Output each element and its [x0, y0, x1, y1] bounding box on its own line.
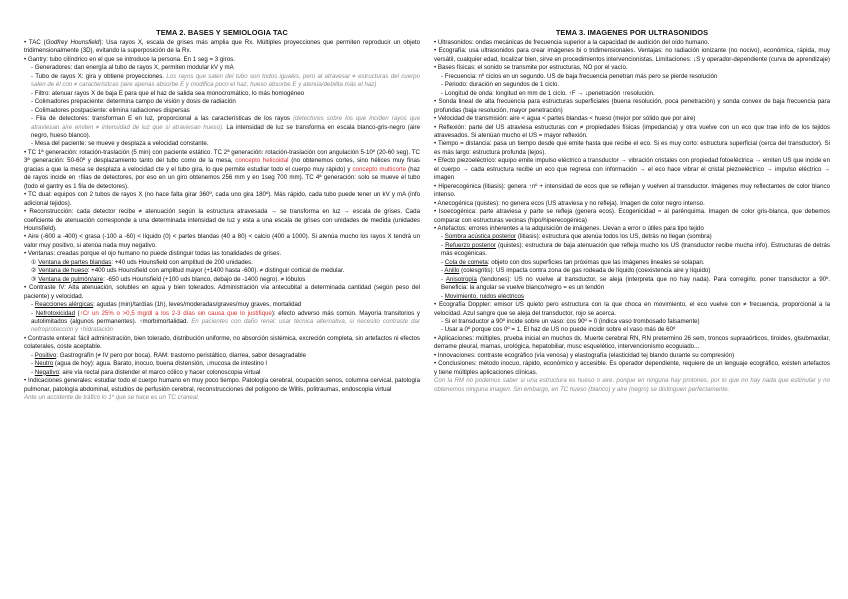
text-run: concepto multicorte — [352, 165, 407, 173]
left-paragraph — [24, 149, 420, 191]
text-run: Sombra acústica posterior — [444, 233, 517, 241]
text-run: • TC 1ª generación: rotación-traslación (5 min) con paciente estático. TC 2ª generación: rotación-traslación con angulación 5-10º (20-60 seg). TC 3ª generación: 50-60º y desplazamiento tanto del tubo como de la mesa, — [24, 148, 420, 165]
text-run: Ventana de partes blandas — [38, 258, 112, 266]
text-run: Anillo — [444, 267, 460, 275]
right-paragraph — [434, 208, 830, 225]
left-paragraph — [24, 250, 420, 258]
right-column-body — [434, 39, 830, 394]
left-paragraph — [24, 377, 420, 394]
right-paragraph — [434, 301, 830, 318]
left-paragraph — [24, 369, 420, 377]
text-run: concepto helicoidal — [235, 157, 289, 165]
text-run: : objeto con dos superficies tan próximas que las imágenes lineales se solapan. — [487, 258, 705, 266]
text-run: • Efecto piezoeléctrico: equipo emite impulso eléctrico a transductor → vibración cristales con propiedad fotoeléctrica → emiten US que incide en el cuerpo → cada estructura recibe un eco que regresa con información → el eco hace vibrar el cristal piezoeléctrico → impulso eléctrico → imagen — [434, 157, 830, 182]
right-paragraph — [434, 90, 830, 98]
right-paragraph — [434, 157, 830, 182]
text-run: Ante un accidente de tráfico lo 1º que se hace es un TC craneal. — [24, 394, 200, 402]
text-run: : Gastrografín (≠ IV pero por boca). RAM: trastorno peristáltico, diarrea, sabor desagradable — [56, 351, 307, 359]
right-paragraph — [434, 293, 830, 301]
text-run: ): Usa rayos X, escala de grises más amplia que Rx. Múltiples proyecciones que permiten reproducir un objeto tridimensionalmente (3D), evitando la superposición de la Rx. — [24, 39, 420, 55]
text-run: ① — [31, 258, 39, 266]
text-run: (no obtenemos cortes, sino hélices muy finas gracias a que la mesa se desplaza a velocidad cte y el tubo gira, lo que permite estudiar todo el cuerpo muy rápido) y — [24, 157, 420, 173]
text-run: • TAC ( — [24, 39, 46, 46]
text-run: ( — [75, 309, 80, 317]
text-run: (colesgritis): US impacta contra zona de gas rodeada de líquido (coexistencia aire y líquido) — [459, 267, 711, 275]
left-paragraph — [24, 259, 420, 267]
text-run: - — [441, 275, 446, 283]
text-run: Los rayos que salen del tubo son todos iguales, pero al atravesar ≠ estructuras del cuerpo salen de él con ≠ características (aire apenas absorbe E y modifica poco el haz, hueso absorbe E y atenúa/debilita más el haz) — [31, 72, 420, 89]
two-column-layout — [24, 28, 830, 588]
text-run: - — [31, 351, 35, 359]
right-paragraph — [434, 377, 830, 394]
left-paragraph — [24, 39, 420, 56]
text-run: (tendones): US no vuelve al transductor, se aleja (interpreta que no hay nada). Para corregirlo, poner transductor a 90º. Beneficia: la angular se vuelve blanco/negro = es un tendón — [441, 275, 830, 292]
left-column — [24, 28, 420, 588]
text-run: (agua de hoy): agua. Barato, inocuo, buena distensión, ↓mucosa de intestino l — [53, 360, 267, 368]
right-paragraph — [434, 225, 830, 233]
text-run: - — [31, 368, 35, 376]
text-run: - Generadores: dan energía al tubo de rayos X, permiten modular kV y mA — [31, 64, 234, 72]
text-run: • Aire (-600 a -400) < grasa (-100 a -60) < líquido (0) < partes blandas (40 a 80) < calcio (400 a 1000). Si atenúa mucho los rayos X tendrá un valor muy positivo, si atenúa nada muy negativo. — [24, 233, 420, 249]
text-run: • Reflexión: parte del US atraviesa estructuras con ≠ propiedades físicas (impedancia) y otra vuelve con un eco que trae info de los tejidos atravesados. Si atenúan mucho el US = mayor reflexión. — [434, 123, 830, 139]
left-paragraph — [24, 233, 420, 250]
left-paragraph — [24, 352, 420, 360]
text-run: : -650 uds Hounsfield (+100 uds blanco, debajo de -1400 negro). ≠ lóbulos — [103, 275, 306, 283]
text-run: - Frecuencia: nº ciclos en un segundo. US de baja frecuencia penetran más pero se pierde resolución — [441, 72, 718, 80]
text-run: - Longitud de onda: longitud en mm de 1 ciclo. ↑F → ↓penetración ↑resolución. — [441, 89, 655, 97]
right-paragraph — [434, 81, 830, 89]
text-run: • Reconstrucción: cada detector recibe ≠ atenuación según la estructura atravesada → se transforma en luz → escala de grises. Cada coeficiente de atenuación corresponde a una determinada intensidad de luz y esta a una escala de grises con unidades de medida (unidades Hounsfield). — [24, 208, 420, 232]
left-paragraph — [24, 360, 420, 368]
text-run: • Bases físicas: el sonido se transmite por estructuras, NO por el vacío. — [434, 64, 628, 72]
right-paragraph — [434, 140, 830, 157]
text-run: • Anecogénica (quistes): no genera ecos (US atraviesa y no refleja). Imagen de color negro intenso. — [434, 199, 705, 207]
text-run: Movimiento, ruidos eléctricos — [444, 292, 524, 300]
text-run: La intensidad de luz se transforma en escala blanco-gris-negro (aire negro, hueso blanco). — [31, 123, 420, 139]
text-run: Anisotropía — [445, 275, 477, 283]
text-run: - Usar a 0º porque cos 0º = 1. El haz de US no puede incidir sobre el vaso más de 60º — [441, 326, 676, 334]
right-paragraph — [434, 47, 830, 64]
right-paragraph — [434, 73, 830, 81]
text-run: Con la RM no podemos saber si una estructura es hueso o aire, porque en ninguna hay protones, por lo que no hay nada que estimular y no obtenemos ninguna imagen. Sin embargo, en TC hueso (blanco) y aire (negro) se distinguen perfectamente. — [434, 377, 830, 393]
right-paragraph — [434, 200, 830, 208]
right-paragraph — [434, 64, 830, 72]
text-run: • TC dual: equipos con 2 tubos de rayos X (no hace falta girar 360º, cada uno gira 180º). Más rápido, cada tubo puede tener un kV y mA (info adicional tejidos). — [24, 191, 420, 207]
text-run: - Fila de detectores: transforman E en luz, proporcional a las características de los rayos — [31, 115, 293, 123]
text-run: • Ecografía Doppler: emisor US quieto pero estructura con la que choca en movimiento, el eco vuelve con ≠ frecuencia, proporcional a la velocidad. Azul sangre que se aleja del transductor, rojo se acerca. — [434, 301, 830, 317]
text-run: • Gantry: tubo cilíndrico en el que se introduce la persona. En 1 seg = 3 giros. — [24, 55, 235, 63]
text-run: ② — [31, 267, 39, 275]
text-run: : aire vía rectal para distender el marco cólico y hacer colonoscopia virtual — [59, 368, 261, 376]
text-run: (haz de rayos incide en ↑filas de detectores, por eso en un giro obtenemos 256 mm y en 1seg 700 mm). TC 4ª generación: solo se mueve el tubo (todo el gantry es 1 fila de detectores). — [24, 165, 420, 190]
text-run: • Innovaciones: contraste ecográfico (vía venosa) y elastografía (elasticidad tej blando durante su compresión) — [434, 351, 735, 359]
left-paragraph — [24, 276, 420, 284]
text-run: • Ventanas: creadas porque el ojo humano no puede distinguir todas las tonalidades de grises. — [24, 250, 282, 258]
text-run: • Sonda lineal de alta frecuencia para estructuras superficiales (buena resolución, poca penetración) y sonda convex de baja frecuencia para profundas (baja resolución, mayor penetración) — [434, 98, 830, 114]
left-paragraph — [24, 394, 420, 402]
text-run: • Isoecogénica: parte atraviesa y parte se refleja (genera ecos). Ecogenicidad ≈ al parénquima. Imagen de color gris-blanca, que debemos comparar con estructuras vecinas (hipo/hiperecogénica) — [434, 208, 830, 224]
text-run: En pacientes con daño renal: usar técnica alternativa, si necesito contraste dar nefroprotección y ↑hidratación — [31, 317, 420, 334]
right-paragraph — [434, 242, 830, 259]
text-run: • Indicaciones generales: estudiar todo el cuerpo humano en muy poco tiempo. Patología cerebral, ocupación senos, columna cervical, patología pulmonar, patología abdominal, estudios de perfusión cerebral, reconstrucciones del polígono de Willis, politraumas, endoscopia virtual — [24, 377, 420, 393]
text-run: - — [31, 301, 35, 309]
text-run: Negativo — [34, 368, 60, 376]
text-run: Ventana de hueso — [38, 267, 88, 275]
text-run: - — [441, 292, 445, 300]
left-paragraph — [24, 73, 420, 90]
right-paragraph — [434, 326, 830, 334]
text-run: ): efecto adverso más común. Mayoría transitorios y autolimitados (algunos permanentes). ↑morbimortalidad. — [31, 309, 420, 325]
left-paragraph — [24, 64, 420, 72]
text-run: - Mesa del paciente: se mueve y desplaza a velocidad constante. — [31, 140, 209, 148]
right-paragraph — [434, 335, 830, 352]
text-run: (quistes): estructura de baja atenuación que refleja mucho los US (transductor recibe mucha info). Estructuras de detrás más ecogénicas. — [441, 241, 830, 258]
text-run: : agudas (min)/tardías (1h), leves/moderadas/graves/muy graves, mortalidad — [93, 301, 302, 309]
text-run: Godfrey Hounsfield — [45, 39, 100, 46]
text-run: Nefrotoxicidad — [35, 309, 75, 317]
text-run: • Ecografía: usa ultrasonidos para crear imágenes bi o tridimensionales. Ventajas: no radiación ionizante (no nocivo), económica, rápida, muy versátil, cualquier edad, localizar bien, sirve en procedimientos intervencionistas. Limitaciones: ↓S y operador-dependiente (curva de aprendizaje) — [434, 47, 830, 63]
left-paragraph — [24, 56, 420, 64]
text-run: • Artefactos: errores inherentes a la adquisición de imágenes. Llevan a error o útiles para tipo tejido — [434, 224, 704, 232]
text-run: ↑Cr un 25% o >0,5 mg/dl a los 2-3 días sin causa que lo justifique — [79, 309, 272, 317]
right-paragraph — [434, 360, 830, 377]
left-paragraph — [24, 310, 420, 335]
text-run: (detectores sobre los que inciden rayos que atraviesan aire emiten ≠ intensidad de luz que si atraviesan hueso). — [31, 115, 420, 131]
text-run: • Contraste enteral: fácil administración, bien tolerado, distribución uniforme, no absorción sistémica, excreción completa, sin artefactos ni efectos colaterales, coste aceptable. — [24, 334, 420, 351]
left-paragraph — [24, 284, 420, 301]
right-paragraph — [434, 318, 830, 326]
left-column-title: TEMA 2. BASES Y SEMIOLOGIA TAC — [156, 28, 288, 37]
right-paragraph — [434, 276, 830, 293]
text-run: (litiasis): estructura que atenúa todos los US, detrás no llegan (sombra) — [516, 233, 712, 241]
right-paragraph — [434, 233, 830, 241]
text-run: • Aplicaciones: múltiples, prueba inicial en muchos dx. Muerte cerebral RN, RN pretermino 26 sem, troncos supraaórticos, tiroides, glsubmaxilar, derrame pleural, mamas, urológica, hepatobiliar, musc esquelético, intervencionismo ecoguiado... — [434, 334, 830, 351]
text-run: Positivo — [34, 351, 57, 359]
right-paragraph — [434, 352, 830, 360]
text-run: : +400 uds Hounsfield con amplitud mayor (+1400 hasta -600). ≠ distinguir cortical de medular. — [87, 267, 345, 275]
right-column-title: TEMA 3. IMAGENES POR ULTRASONIDOS — [555, 28, 709, 37]
text-run: - Filtro: atenuar rayos X de baja E para que el haz de salida sea monocromático, lo más homogéneo — [31, 89, 305, 97]
right-paragraph — [434, 124, 830, 141]
text-run: Cola de cometa — [444, 258, 488, 266]
left-paragraph — [24, 107, 420, 115]
right-paragraph — [434, 259, 830, 267]
text-run: : +40 uds Hounsfield con amplitud de 200 unidades. — [111, 258, 253, 266]
text-run: - Tubo de rayos X: gira y obtiene proyecciones. — [31, 72, 167, 80]
text-run: • Ultrasonidos: ondas mecánicas de frecuencia superior a la capacidad de audición del oído humano. — [434, 39, 710, 46]
text-run: ③ — [31, 275, 39, 283]
left-column-body — [24, 39, 420, 402]
text-run: Neutro — [34, 360, 54, 368]
text-run: - — [441, 233, 445, 241]
text-run: Refuerzo posterior — [445, 241, 496, 249]
text-run: - Colimadores postpaciente: elimina radiaciones dispersas — [31, 106, 190, 114]
text-run: • Contraste IV: Alta atenuación, solubles en agua y bien tolerados. Administración vía antecubital a determinada cantidad (según peso del paciente) y velocidad. — [24, 284, 420, 300]
text-run: - — [441, 241, 446, 249]
right-paragraph — [434, 98, 830, 115]
text-run: Reacciones alérgicas — [34, 301, 94, 309]
right-paragraph — [434, 39, 830, 47]
left-paragraph — [24, 208, 420, 233]
text-run: - — [31, 309, 36, 317]
left-paragraph — [24, 98, 420, 106]
left-paragraph — [24, 191, 420, 208]
text-run: - — [31, 360, 35, 368]
text-run: • Conclusiones: método inocuo, rápido, económico y accesible. Es operador dependiente, requiere de un lenguaje ecográfico, existen artefactos y tiene múltiples aplicaciones clínicas. — [434, 360, 830, 376]
left-paragraph — [24, 90, 420, 98]
left-paragraph — [24, 301, 420, 309]
text-run: Ventana de pulmón/aire — [38, 275, 104, 283]
text-run: - Periodo: duración en segundos de 1 ciclo. — [441, 81, 560, 89]
text-run: • Velocidad de transmisión: aire < agua < partes blandas < hueso (mejor por sólido que por aire) — [434, 115, 696, 123]
text-run: - Si el transductor a 90º incide sobre un vaso: cos 90º = 0 (indica vaso trombosado falsamente) — [441, 317, 700, 325]
text-run: • Hiperecogénica (litiasis): genera ↑nº + intensidad de ecos que se reflejan y vuelven al transductor. Imágenes muy reflectantes de color blanco intenso. — [434, 182, 830, 199]
left-paragraph — [24, 115, 420, 140]
text-run: - Colimadores prepaciente: determina campo de visión y dosis de radiación — [31, 98, 236, 106]
text-run: • Tiempo = distancia: pasa un tiempo desde que emite hasta que recibe el eco. Si es muy corto: estructura superficial (cerca del transductor). Si es más largo: estructura profunda (lejos). — [434, 140, 830, 156]
text-run: - — [441, 258, 445, 266]
right-paragraph — [434, 115, 830, 123]
left-paragraph — [24, 335, 420, 352]
left-paragraph — [24, 267, 420, 275]
right-paragraph — [434, 183, 830, 200]
left-paragraph — [24, 140, 420, 148]
text-run: - — [441, 267, 445, 275]
right-paragraph — [434, 267, 830, 275]
right-column — [434, 28, 830, 588]
